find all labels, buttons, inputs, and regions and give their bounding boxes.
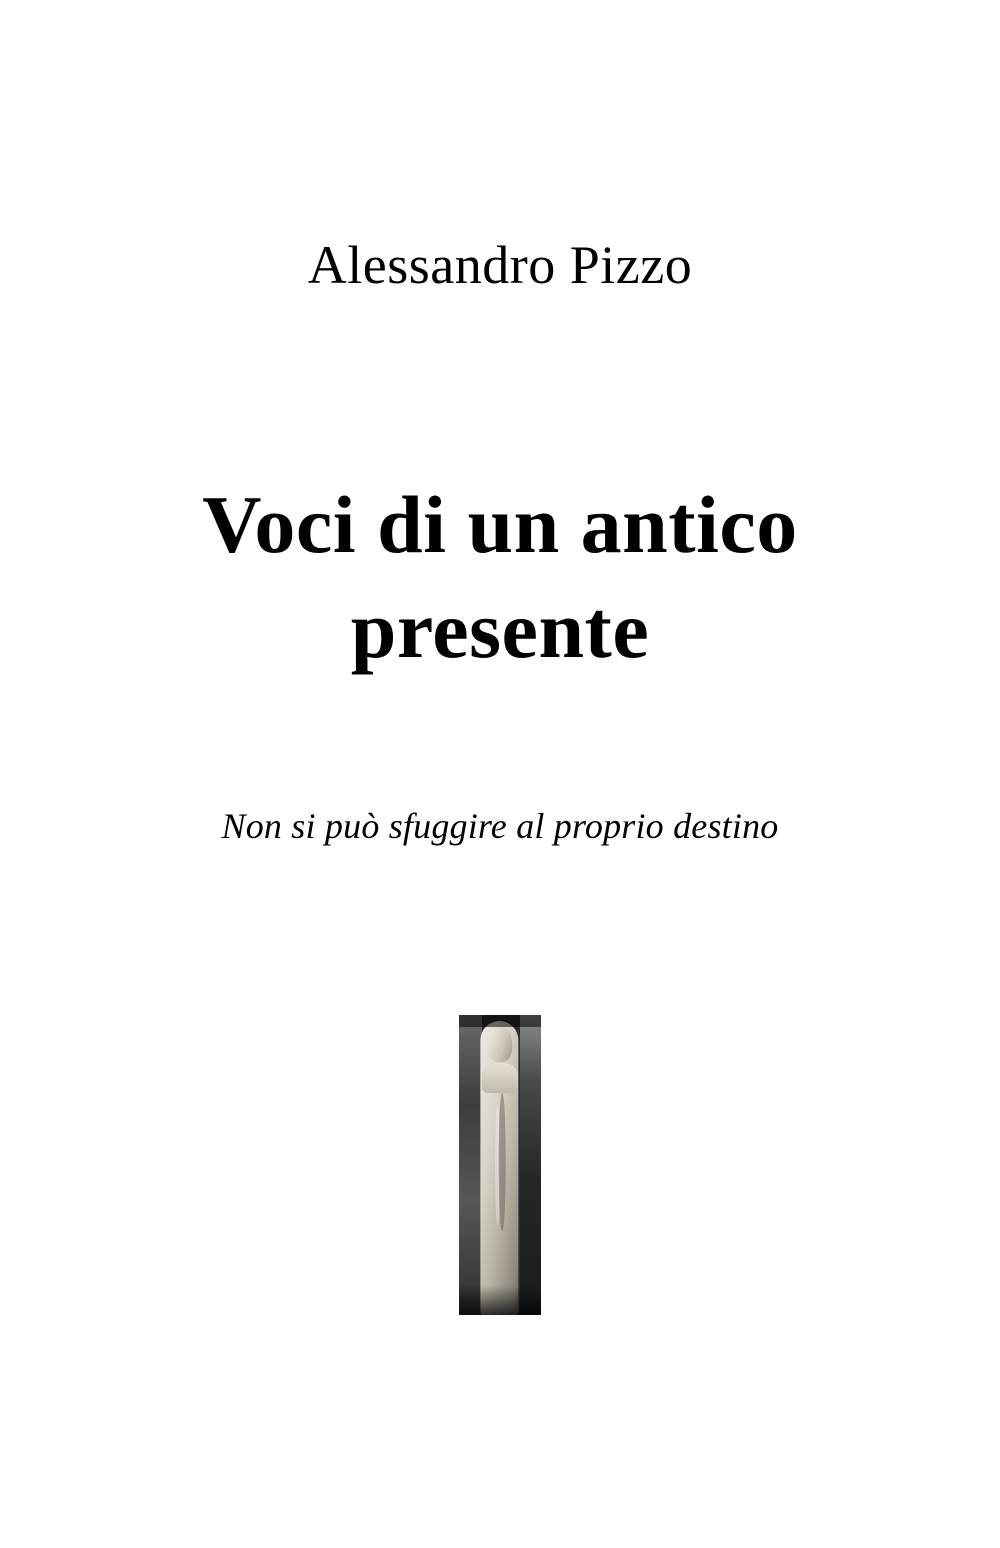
book-title: Voci di un antico presente xyxy=(202,479,798,676)
photo-base-shadow xyxy=(459,1285,541,1315)
book-subtitle: Non si può sfuggire al proprio destino xyxy=(221,806,779,847)
author-name: Alessandro Pizzo xyxy=(307,235,693,295)
statue-shadow-fold xyxy=(499,1093,506,1231)
statue-photo xyxy=(459,1015,541,1315)
photo-top-shadow xyxy=(459,1015,541,1027)
photo-background-right xyxy=(520,1015,541,1315)
photo-background-left xyxy=(459,1015,482,1315)
statue-shoulders xyxy=(482,1063,518,1093)
statue-head xyxy=(487,1026,512,1062)
